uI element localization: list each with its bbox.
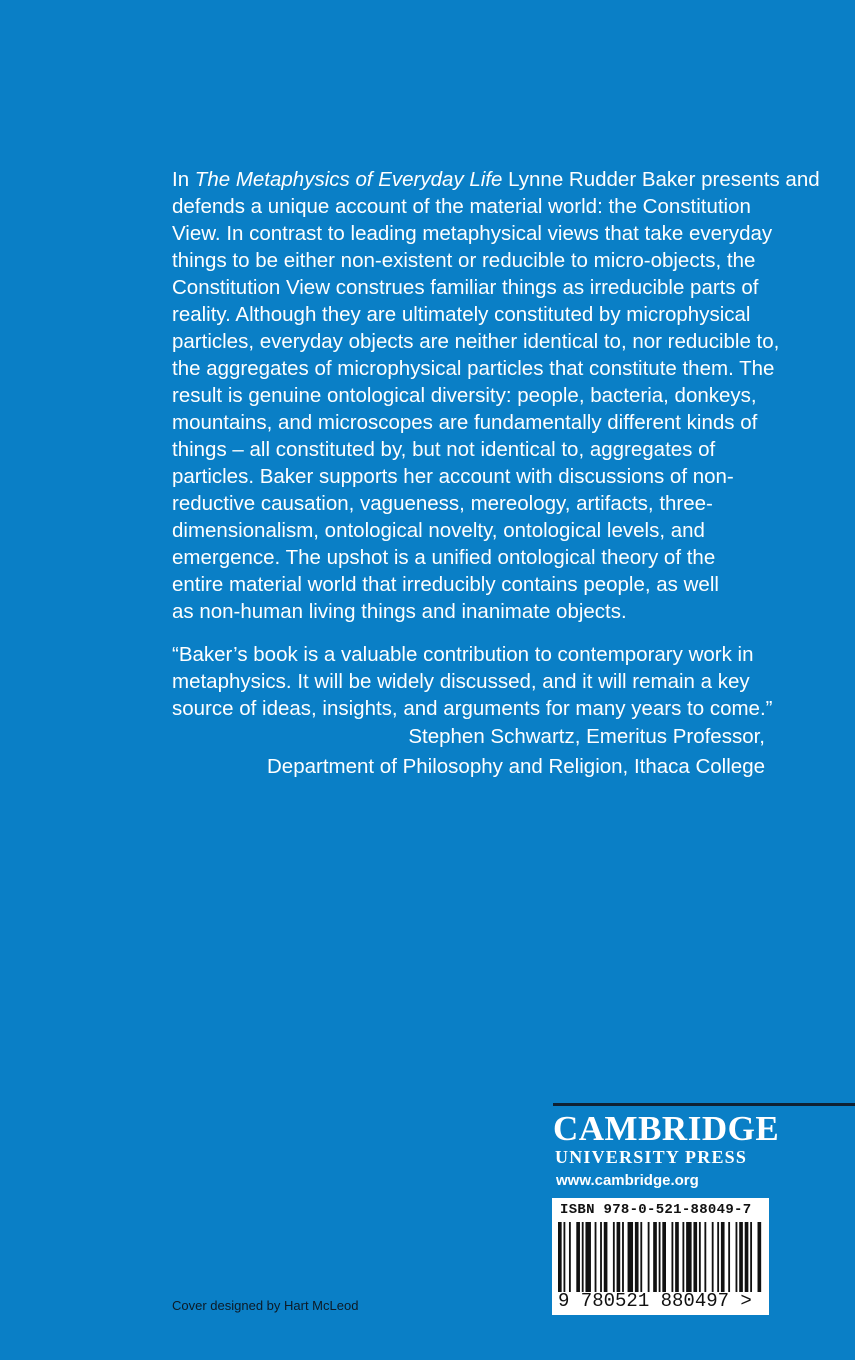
barcode-bar (745, 1222, 749, 1292)
barcode-bar (635, 1222, 639, 1292)
barcode-bar (563, 1222, 565, 1292)
barcode-bar (721, 1222, 725, 1292)
barcode-bar (604, 1222, 608, 1292)
barcode-bar (582, 1222, 584, 1292)
barcode-bar (682, 1222, 684, 1292)
barcode-bar (576, 1222, 580, 1292)
barcode-bar (712, 1222, 714, 1292)
description-line: Constitution View construes familiar things as irreducible parts of (172, 276, 759, 299)
publisher-website: www.cambridge.org (556, 1172, 699, 1189)
description-line: result is genuine ontological diversity: people, bacteria, donkeys, (172, 384, 757, 407)
publisher-rule (553, 1103, 855, 1106)
description-line: In The Metaphysics of Everyday Life Lynne Rudder Baker presents and (172, 168, 820, 191)
barcode-digits: 9 780521 880497 > (558, 1290, 752, 1312)
barcode-bar (750, 1222, 752, 1292)
barcode-bar (662, 1222, 666, 1292)
barcode-bar (659, 1222, 661, 1292)
barcode-bar (613, 1222, 615, 1292)
barcode-bar (622, 1222, 624, 1292)
barcode-bar (739, 1222, 743, 1292)
description-line: emergence. The upshot is a unified ontological theory of the (172, 546, 716, 569)
barcode-bar (595, 1222, 597, 1292)
barcode-bar (640, 1222, 642, 1292)
barcode-bar (704, 1222, 706, 1292)
isbn-barcode (552, 1198, 769, 1315)
barcode-bar (758, 1222, 762, 1292)
barcode-bar (600, 1222, 602, 1292)
description-line: reality. Although they are ultimately constituted by microphysical (172, 303, 751, 326)
barcode-bar (569, 1222, 571, 1292)
endorsement-quote (172, 641, 772, 722)
barcode-bar (648, 1222, 650, 1292)
quote-line: source of ideas, insights, and arguments for many years to come.” (172, 697, 773, 720)
barcode-bar (736, 1222, 738, 1292)
barcode-bar (699, 1222, 701, 1292)
book-title: The Metaphysics of Everyday Life (194, 168, 503, 191)
attribution-affiliation: Department of Philosophy and Religion, Ithaca College (267, 755, 765, 778)
description-line: defends a unique account of the material world: the Constitution (172, 195, 751, 218)
description-paragraph (172, 166, 820, 625)
isbn-label: ISBN 978-0-521-88049-7 (560, 1202, 752, 1218)
description-line: entire material world that irreducibly contains people, as well (172, 573, 719, 596)
description-line: things to be either non-existent or reducible to micro-objects, the (172, 249, 756, 272)
barcode-bar (585, 1222, 590, 1292)
publisher-name: CAMBRIDGE (553, 1109, 780, 1148)
barcode-bar (617, 1222, 621, 1292)
barcode-bar (558, 1222, 562, 1292)
cover-credit: Cover designed by Hart McLeod (172, 1298, 359, 1313)
barcode-bar (671, 1222, 673, 1292)
barcode-bar (728, 1222, 730, 1292)
quote-line: metaphysics. It will be widely discussed, and it will remain a key (172, 670, 750, 693)
description-line: as non-human living things and inanimate objects. (172, 600, 627, 623)
quote-attribution (267, 722, 765, 782)
description-line: particles. Baker supports her account with discussions of non- (172, 465, 734, 488)
barcode-bar (686, 1222, 691, 1292)
publisher-subtitle: UNIVERSITY PRESS (555, 1147, 748, 1167)
description-line: particles, everyday objects are neither identical to, nor reducible to, (172, 330, 780, 353)
barcode-bar (717, 1222, 719, 1292)
description-line: View. In contrast to leading metaphysical views that take everyday (172, 222, 773, 245)
barcode-bar (693, 1222, 697, 1292)
description-line: dimensionalism, ontological novelty, ontological levels, and (172, 519, 705, 542)
description-line: the aggregates of microphysical particles that constitute them. The (172, 357, 775, 380)
description-line: mountains, and microscopes are fundamentally different kinds of (172, 411, 758, 434)
description-line: things – all constituted by, but not identical to, aggregates of (172, 438, 716, 461)
barcode-bar (653, 1222, 657, 1292)
barcode-bar (628, 1222, 633, 1292)
attribution-name: Stephen Schwartz, Emeritus Professor, (408, 725, 765, 748)
barcode-bar (675, 1222, 679, 1292)
barcode-bars (558, 1222, 763, 1292)
description-line: reductive causation, vagueness, mereology, artifacts, three- (172, 492, 713, 515)
quote-line: “Baker’s book is a valuable contribution to contemporary work in (172, 643, 754, 666)
